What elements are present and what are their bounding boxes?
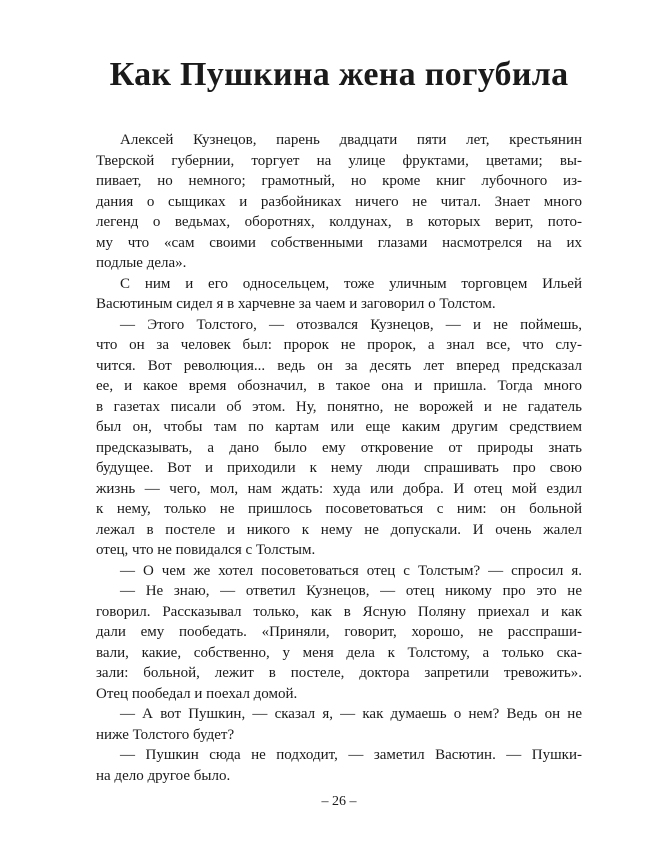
text-line: — А вот Пушкин, — сказал я, — как думаешь о нем? Ведь он не [120, 706, 582, 722]
text-line: был он, чтобы там по картам или еще каким другим средствием [96, 419, 582, 435]
text-line: подлые дела». [96, 255, 187, 271]
text-line: — Этого Толстого, — отозвался Кузнецов, — и не поймешь, [120, 316, 582, 333]
text-line: лежал в постеле и никого к нему не допускали. И очень жалел [96, 521, 582, 538]
text-line: предсказывать, а дано было ему откровение от природы знать [96, 439, 582, 456]
text-line: что он за человек был: пророк не пророк, а знал все, что слу- [96, 337, 582, 353]
text-line: С ним и его односельцем, тоже уличным торговцем Ильей [120, 275, 582, 292]
text-line: — Не знаю, — ответил Кузнецов, — отец никому про это не [120, 583, 582, 599]
text-line: отец, что не повидался с Толстым. [96, 542, 316, 558]
text-line: будущее. Вот и приходили к нему люди спрашивать про свою [96, 460, 582, 476]
text-line: му что «сам своими собственными глазами насмотрелся на их [96, 234, 582, 251]
text-line: в газетах писали об этом. Ну, понятно, не ворожей и не гадатель [96, 398, 582, 415]
text-line: Васютиным сидел я в харчевне за чаем и заговорил о Толстом. [96, 296, 496, 312]
text-line: — Пушкин сюда не подходит, — заметил Васютин. — Пушки- [120, 747, 582, 763]
text-line: Отец пообедал и поехал домой. [96, 685, 298, 702]
chapter-title: Как Пушкина жена погубила [109, 56, 569, 93]
text-line: жизнь — чего, мол, нам ждать: худа или добра. И отец мой ездил [96, 480, 582, 497]
chapter-body [96, 130, 582, 786]
text-line: ниже Толстого будет? [96, 726, 235, 743]
text-line: дали ему пообедать. «Приняли, говорит, хорошо, не расспраши- [96, 624, 582, 640]
page-number: – 26 – [321, 794, 357, 809]
text-line: к нему, только не пришлось посоветоваться с ним: он больной [96, 501, 582, 517]
text-line: на дело другое было. [96, 767, 231, 784]
text-line: вали, какие, собственно, у меня дела к Толстому, а только ска- [96, 644, 582, 661]
text-line: легенд о ведьмах, оборотнях, колдунах, в которых верит, пото- [96, 214, 582, 230]
text-line: Тверской губернии, торгует на улице фруктами, цветами; вы- [96, 152, 582, 169]
text-line: дания о сыщиках и разбойниках ничего не читал. Знает много [96, 193, 582, 210]
book-page [96, 0, 582, 862]
text-line: Алексей Кузнецов, парень двадцати пяти лет, крестьянин [120, 132, 582, 148]
text-line: пивает, но немного; грамотный, но кроме книг лубочного из- [96, 173, 582, 189]
text-line: чится. Вот революция... ведь он за десять лет вперед предсказал [96, 357, 582, 374]
text-line: — О чем же хотел посоветоваться отец с Толстым? — спросил я. [120, 562, 582, 579]
text-line: ее, и какое время обозначил, в такое она и пришла. Тогда много [96, 378, 582, 394]
text-line: зали: больной, лежит в постеле, доктора запретили тревожить». [96, 665, 582, 681]
text-line: говорил. Рассказывал только, как в Ясную Поляну приехал и как [96, 603, 582, 620]
